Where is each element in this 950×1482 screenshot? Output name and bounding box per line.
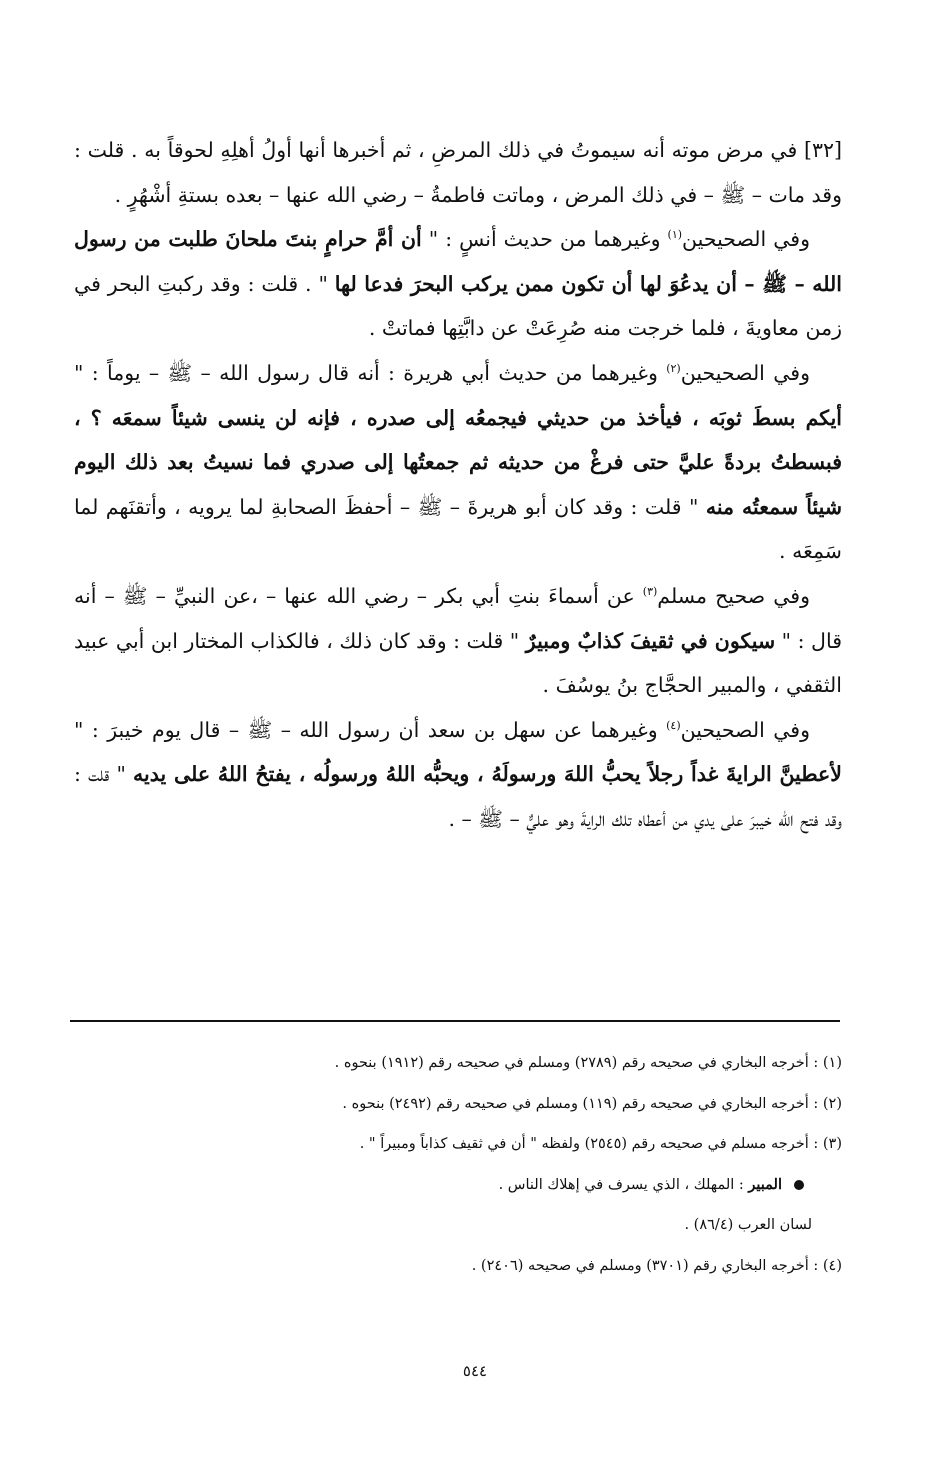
text-segment: [٣٢] في مرض موته أنه سيموتُ في ذلك المرضِ ، ثم أخبرها أنها أولُ أهلِهِ لحوقاً به . قلت : وقد مات – ﷺ – في ذلك المرض ، وماتت فاطمةُ – رضي الله عنها – بعده بستةِ أشْهُرٍ . [74,138,842,207]
footnote-ref: (٢) [666,362,681,376]
hadith-quote: لأعطينَّ الرايةَ غداً رجلاً يحبُّ اللهَ ورسولَهُ ، ويحبُّه اللهُ ورسولُه ، يفتحُ اللهُ على يديه [133,762,842,787]
text-segment: وفي صحيح مسلم [657,583,810,608]
footnote-3-note [110,1165,842,1206]
footnote-4: (٤) : أخرجه البخاري رقم (٣٧٠١) ومسلم في صحيحه (٢٤٠٦) . [471,1257,842,1274]
hadith-quote: أن أمَّ حرامٍ بنتَ ملحانَ طلبت من رسول الله – ﷺ – أن يدعُوَ لها أن تكون ممن يركب البحرَ فدعا لها [74,227,842,296]
footnotes [110,1043,842,1286]
footnote-1: (١) : أخرجه البخاري في صحيحه رقم (٢٧٨٩) ومسلم في صحيحه رقم (١٩١٢) بنحوه . [334,1055,842,1071]
hadith-quote: أيكم بسطَ ثوبَه ، فيأخذ من حديثي فيجمعُه إلى صدره ، فإنه لن ينسى شيئاً سمعَه ؟ ، فبسطتُ بردةً عليَّ حتى فرغْ من حديثه ثم جمعتُها إلى صدري فما نسيتُ بعد ذلك اليوم شيئاً سمعتُه منه [74,405,842,519]
text-segment: وغيرهما عن سهل بن سعد أن رسول الله – ﷺ – قال يوم خيبرَ : " [74,717,667,742]
note-term: المبير [748,1175,782,1193]
text-segment: وفي الصحيحين [680,360,810,385]
footnote-3-source: لسان العرب (٨٦/٤) . [684,1217,812,1233]
bullet-icon [794,1180,804,1190]
paragraph [74,351,842,574]
text-segment: وغيرهما من حديث أنسٍ : " [421,227,668,252]
footnote-ref: (٤) [666,718,681,732]
text-segment: وغيرهما من حديث أبي هريرة : أنه قال رسول الله – ﷺ – يوماً : " [74,360,667,385]
paragraph [74,574,842,708]
footnote-ref: (٣) [642,585,658,599]
text-segment: " قلت : وقد كان ذلك ، فالكذاب المختار ابن أبي عبيد الثقفي ، والمبير الحجَّاج بنُ يوسُفَ . [74,628,842,698]
paragraph [74,708,842,842]
main-text [74,128,842,842]
footnote-2: (٢) : أخرجه البخاري في صحيحه رقم (١١٩) ومسلم في صحيحه رقم (٢٤٩٢) بنحوه . [342,1095,842,1112]
paragraph [74,128,842,217]
text-segment: " قلت : وقد كان أبو هريرةَ – ﷺ – أحفظَ الصحابةِ لما يرويه ، وأتقنَهم لما سَمِعَه . [74,494,842,564]
text-segment: وفي الصحيحين [680,717,810,742]
note-definition: : المهلك ، الذي يسرف في إهلاك الناس . [498,1176,749,1193]
text-segment: وفي الصحيحين [682,227,810,252]
hadith-quote: سيكون في ثقيفَ كذابٌ ومبيرٌ [525,628,776,653]
footnote-ref: (١) [667,228,683,242]
text-segment: " . قلت : وقد ركبتِ البحر في زمن معاويةَ ، فلما خرجت منه صُرِعَتْ عن دابَّتِها فماتتْ . [74,271,842,341]
text-segment: " قلت : وقد فتح الله خيبرَ على يدي من أعطاه تلك الرايةَ وهو عليٌّ – ﷺ – . [74,762,842,831]
paragraph [74,217,842,351]
footnote-3: (٣) : أخرجه مسلم في صحيحه رقم (٢٥٤٥) ولفظه " أن في ثقيف كذاباً ومبيراً " . [359,1136,842,1152]
footnote-separator [70,1020,840,1022]
page-number: ٥٤٤ [462,1362,488,1380]
text-segment: عن أسماءَ بنتِ أبي بكر – رضي الله عنها – ،عن النبيِّ – ﷺ – أنه قال : " [74,583,843,653]
